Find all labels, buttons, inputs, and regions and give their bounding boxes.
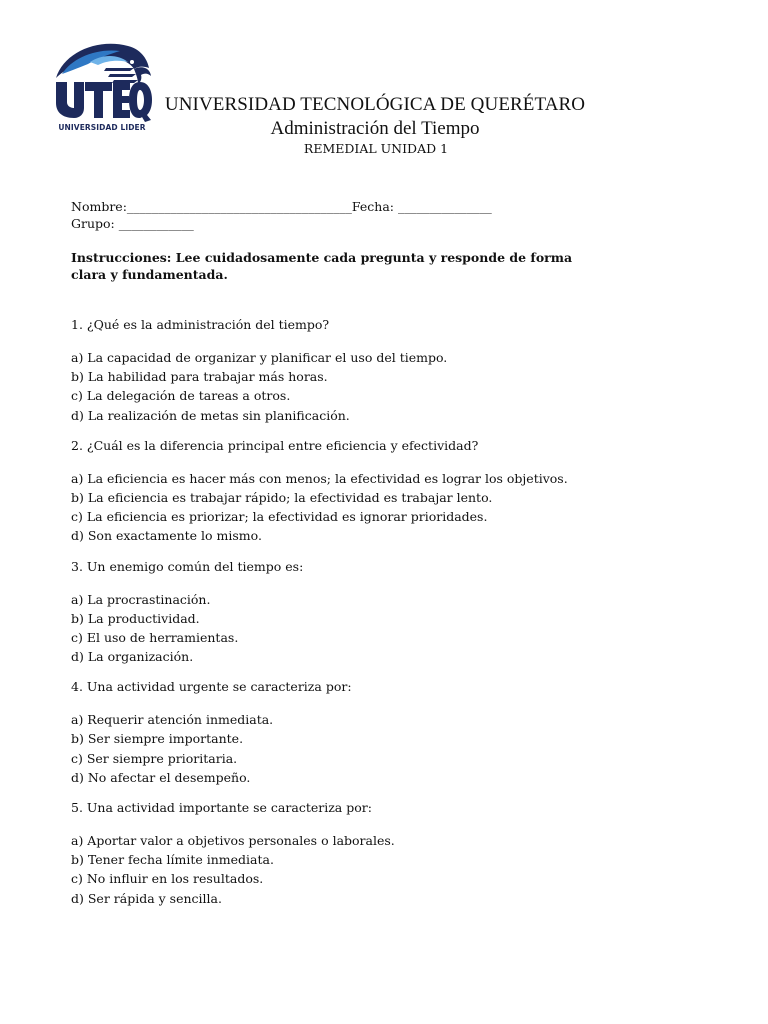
option-b: b) La eficiencia es trabajar rápido; la efectividad es trabajar lento. (71, 489, 493, 505)
unit-subtitle: REMEDIAL UNIDAD 1 (303, 141, 449, 156)
option-c: c) No influir en los resultados. (71, 871, 264, 887)
question-text: 1. ¿Qué es la administración del tiempo? (71, 317, 330, 332)
question-text: 3. Un enemigo común del tiempo es: (71, 558, 304, 574)
question-3 (71, 558, 611, 667)
instructions: Instrucciones: Lee cuidadosamente cada pregunta y responde de forma clara y fundamentada. (71, 250, 573, 282)
option-a: a) La procrastinación. (71, 591, 211, 607)
logo-caption: UNIVERSIDAD LIDER (58, 123, 146, 132)
document-header (140, 93, 610, 157)
group-line: Grupo: ____________ (71, 216, 194, 231)
option-list (71, 710, 611, 787)
option-a: a) La eficiencia es hacer más con menos; la efectividad es lograr los objetivos. (71, 470, 568, 486)
question-1 (71, 316, 611, 425)
option-d: d) La organización. (71, 649, 194, 665)
option-b: b) La habilidad para trabajar más horas. (71, 369, 328, 385)
option-list (71, 590, 611, 667)
subject-title: Administración del Tiempo (270, 118, 480, 139)
option-list (71, 348, 611, 425)
option-b: b) Tener fecha límite inmediata. (71, 852, 274, 868)
option-a: a) Requerir atención inmediata. (71, 712, 274, 728)
uteq-logo (50, 38, 154, 138)
option-d: d) Son exactamente lo mismo. (71, 528, 262, 544)
question-4 (71, 678, 611, 787)
question-text: 5. Una actividad importante se caracteriza por: (71, 800, 372, 815)
option-b: b) La productividad. (71, 610, 200, 626)
question-text: 4. Una actividad urgente se caracteriza por: (71, 679, 352, 695)
option-c: c) La delegación de tareas a otros. (71, 388, 291, 404)
document-body (71, 198, 611, 908)
option-d: d) Ser rápida y sencilla. (71, 890, 222, 906)
university-name: UNIVERSIDAD TECNOLÓGICA DE QUERÉTARO (164, 94, 586, 115)
eagle-logo-icon (50, 38, 154, 124)
question-2 (71, 437, 611, 546)
option-d: d) La realización de metas sin planificación. (71, 407, 350, 423)
option-list (71, 831, 611, 908)
option-c: c) Ser siempre prioritaria. (71, 750, 238, 766)
option-c: c) El uso de herramientas. (71, 629, 239, 645)
option-list (71, 469, 611, 546)
option-c: c) La eficiencia es priorizar; la efectividad es ignorar prioridades. (71, 509, 488, 525)
option-d: d) No afectar el desempeño. (71, 769, 251, 785)
option-a: a) La capacidad de organizar y planificar el uso del tiempo. (71, 350, 448, 365)
question-5 (71, 799, 611, 908)
option-b: b) Ser siempre importante. (71, 731, 244, 747)
name-date-line: Nombre:____________________________________Fecha: _______________ (71, 199, 492, 214)
question-text: 2. ¿Cuál es la diferencia principal entre eficiencia y efectividad? (71, 437, 479, 453)
option-a: a) Aportar valor a objetivos personales o laborales. (71, 833, 395, 848)
